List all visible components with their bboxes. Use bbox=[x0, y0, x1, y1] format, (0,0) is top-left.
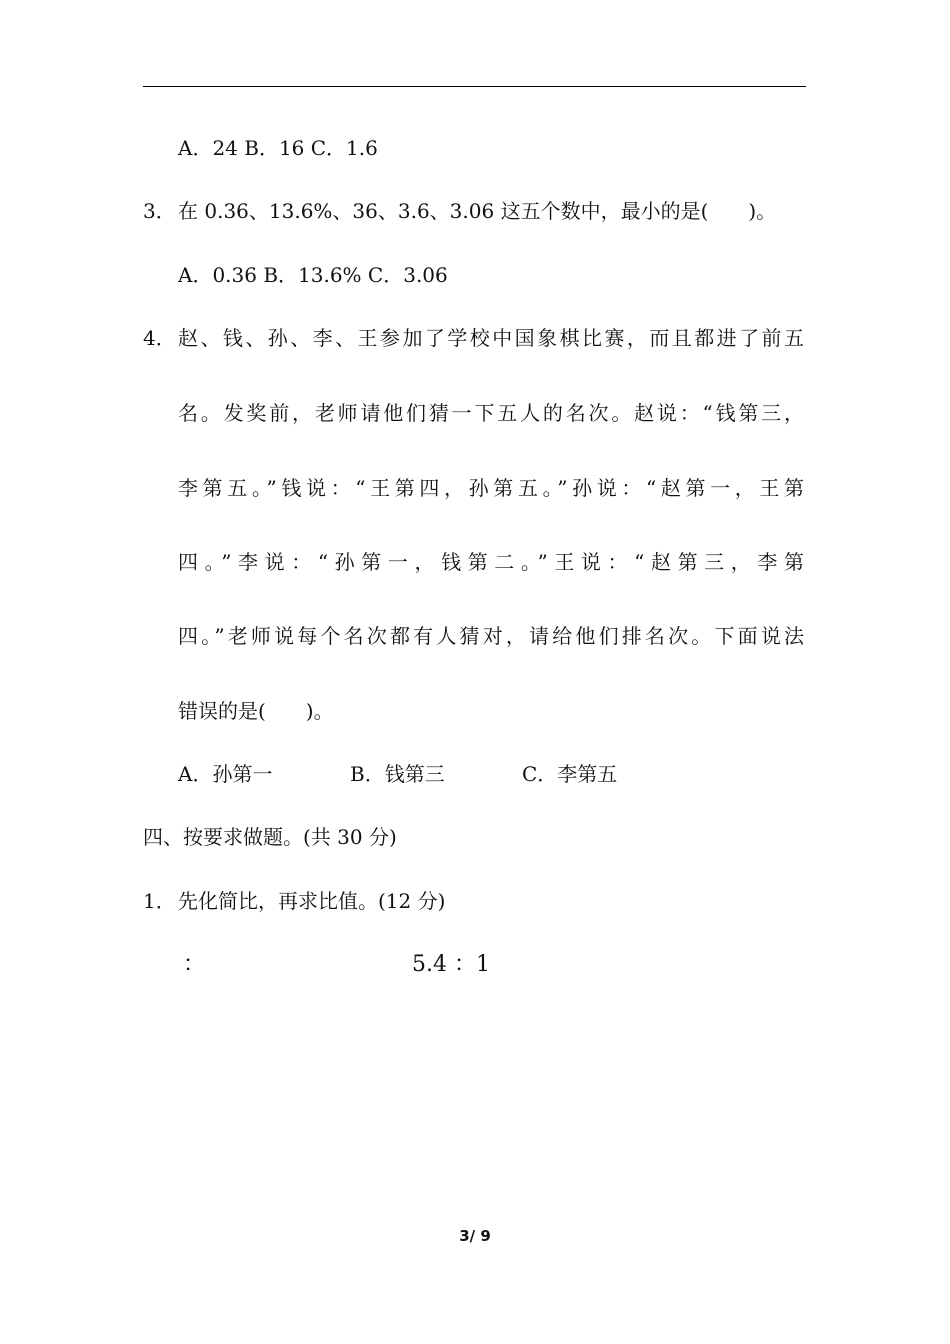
q4-option-a: A．孙第一 bbox=[178, 762, 273, 786]
ratio-left: ： bbox=[183, 952, 206, 977]
q4-text-line-3: 李第五。”钱说：“王第四，孙第五。”孙说：“赵第一，王第 bbox=[178, 476, 804, 500]
q2-options: A．24 B．16 C．1.6 bbox=[178, 136, 378, 160]
q4-text-line-4: 四。”李说：“孙第一，钱第二。”王说：“赵第三，李第 bbox=[178, 550, 804, 574]
q4-text-line-2: 名。发奖前，老师请他们猜一下五人的名次。赵说：“钱第三， bbox=[178, 401, 804, 425]
header-rule bbox=[143, 86, 806, 87]
section-4-title: 四、按要求做题。(共 30 分) bbox=[143, 825, 397, 849]
q4-option-c: C．李第五 bbox=[522, 762, 618, 786]
q3-number: 3． bbox=[143, 199, 176, 223]
q4-text-line-1: 赵、钱、孙、李、王参加了学校中国象棋比赛，而且都进了前五 bbox=[178, 326, 804, 350]
s4q1-number: 1． bbox=[143, 889, 176, 913]
s4q1-text: 先化简比，再求比值。(12 分) bbox=[178, 889, 446, 913]
q3-text: 在 0.36、13.6%、36、3.6、3.06 这五个数中，最小的是( )。 bbox=[178, 199, 777, 223]
q4-option-b: B．钱第三 bbox=[350, 762, 445, 786]
q4-text-line-5: 四。”老师说每个名次都有人猜对，请给他们排名次。下面说法 bbox=[178, 624, 804, 648]
q4-number: 4． bbox=[143, 326, 176, 350]
q4-text-line-6: 错误的是( )。 bbox=[178, 699, 334, 723]
q3-options: A．0.36 B．13.6% C．3.06 bbox=[178, 263, 448, 287]
ratio-right: 5.4 ：1 bbox=[412, 952, 490, 977]
page-number: 3/ 9 bbox=[459, 1227, 491, 1245]
